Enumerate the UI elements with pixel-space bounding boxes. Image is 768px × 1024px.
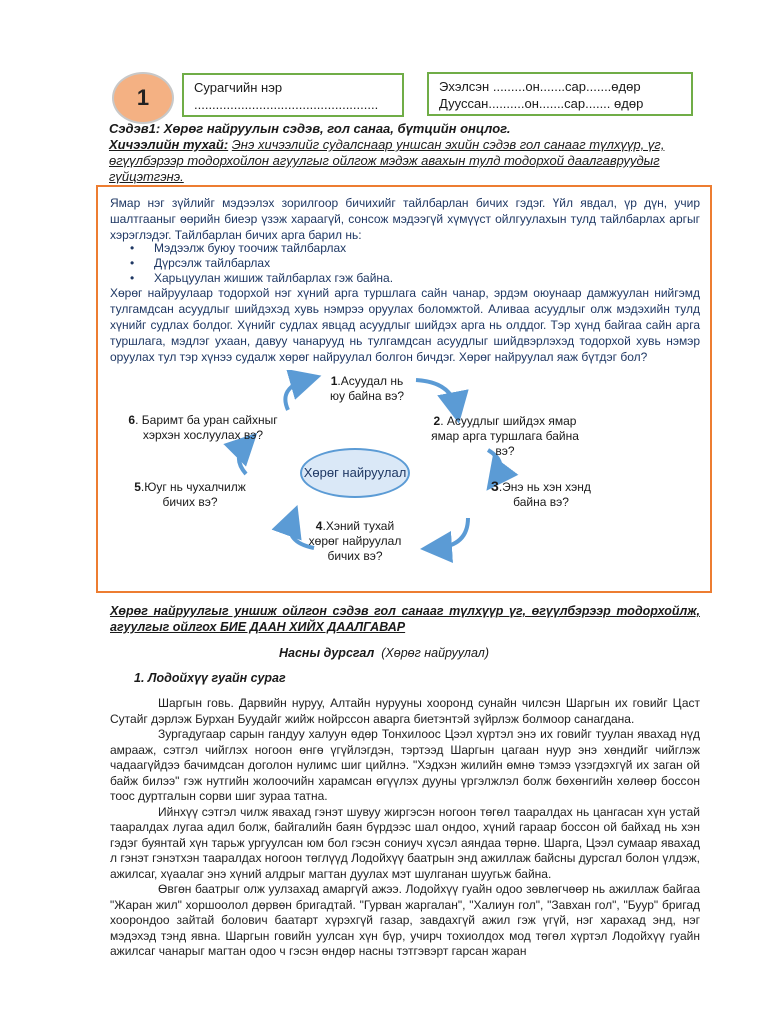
story-paragraph: Ийнхүү сэтгэл чилж явахад гэнэт шувуу жиргэсэн ногоон төгөл тааралдах нь цангасан хүн устай тааралдах лугаа адил болж, байгалийн баян бүрдээс шал ондоо, хүний гараар боссон ой байхад нь хэн гэдэг буянтай хүн тарьж ургуулсан юм бол гэсэн сониуч хүсэл аяндаа төрнө. Шарга, Цээл сумаар явахад л гэнэт гэнэтхэн тааралдах ногоон төглүүд Лодойхүү баатрын энд ажиллаж байсны дурсгал болон үлдэж, ажилсаг, хүаалаг энэ хүний алдрыг магтан дуулах мэт шулганан шуугьж байна.	[110, 804, 700, 881]
diagram-step-3: 3.Энэ нь хэн хэнд байна вэ?	[491, 478, 591, 509]
assignment-heading: Хөрөг найруулгыг уншиж ойлгон сэдэв гол санааг түлхүүр үг, өгүүлбэрээр тодорхойлж, агуулгыг ойлгох БИЕ ДААН ХИЙХ ДААЛГАВАР	[110, 604, 700, 634]
arrow-1-to-2	[416, 380, 456, 408]
start-date: Эхэлсэн .........он.......сар.......өдөр	[439, 79, 641, 94]
topic-heading: Сэдэв1: Хөрөг найруулын сэдэв, гол санаа, бүтцийн онцлог.	[109, 121, 511, 136]
student-name-box[interactable]	[182, 73, 404, 117]
story-paragraph: Зургадугаар сарын гандуу халуун өдөр Тонхилоос Цээл хүртэл энэ их говийг туулан явахад нүд амрааж, сэтгэл чийглэх ногоон өнгө үгүйлэгдэн, тэртээд Шаргын цагаан нуур энэ хөндийг чийглэж чадаагүйдээ бачимдсан доголон нулимс шиг цийлнэ. "Хэдхэн жилийн өмнө тэмээ үзэгдэхгүй их заган ой байж билээ" гэж нутгийн жолоочийн харамсан өгүүлэх дууны үргэлжлэл болж бөхөнгийн хөлөөр боссон тоос дуртгалын сорви шиг зураа татна.	[110, 727, 700, 803]
diagram-step-4: 4.Хэний тухай хөрөг найруулал бичих вэ?	[308, 519, 402, 563]
document-title: Насны дурсгал (Хөрөг найруулал)	[279, 646, 489, 660]
list-item: • Мэдээлж буюу тоочиж тайлбарлах	[130, 241, 347, 255]
explanation-paragraph: Хөрөг найруулаар тодорхой нэг хүний арга туршлага сайн чанар, эрдэм оюунаар дамжуулан нийгэмд тулгамдсан асуудлыг шийдэхэд хувь нэмрээ оруулах боломжтой. Аливаа асуудлыг олж мэдэхийн тулд хүнийг судлах болдог. Хүнийг судлах явцад асуудлыг шийдэх арга нь олддог. Тэр хүнд байгаа сайн арга туршлага, мэдлэг ухаан, давуу чанарууд нь тулгамдсан асуудлыг шийдвэрлэхэд тодорхой хувь нэмэр оруулах тул тэр хүнээ судалж хөрөг найруулал болгон бичдэг. Хөрөг найруулал яаж бүтдэг бол?	[110, 286, 700, 364]
story-paragraph: Өвгөн баатрыг олж уулзахад амаргүй ажээ. Лодойхүү гуайн одоо зөвлөгчөөр нь ажиллаж байгаа "Жаран жил" хоршоолол дөрвөн бригадтай. "Гурван жаргалан", "Халиун гол", "Завхан гол", "Буур" бригад хоорондоо зайтай болович баатарт хүрэхгүй газар, завдахгүй ажил гэж үгүй, нэг харахад энд, нэг мэдэхэд тэнд явна. Шаргын говийн уулсан хүн бүр, учирч тохиолдох мод төгөл хүртэл Лодойхүү гуайн ажилсаг чанарыг магтан одоо ч гэсэн өндөр насны тэтгэвэрт гарсан жаран	[110, 882, 700, 958]
lesson-number-badge: 1	[112, 72, 174, 124]
story-text	[110, 696, 700, 960]
diagram-step-6: 6. Баримт ба уран сайхныг хэрхэн хослуулах вэ?	[128, 413, 278, 442]
student-name-label: Сурагчийн нэр	[194, 80, 283, 95]
arrow-6-to-1	[285, 380, 306, 410]
end-date: Дууссан..........он.......сар....... өдөр	[439, 96, 644, 111]
list-item: • Харьцуулан жишиж тайлбарлах гэж байна.	[130, 271, 394, 285]
list-item: • Дүрсэлж тайлбарлах	[130, 256, 271, 270]
diagram-center: Хөрөг найруулал	[300, 448, 410, 498]
arrow-3-to-4	[436, 518, 468, 548]
diagram-step-5: 5.Юуг нь чухалчилж бичих вэ?	[134, 480, 246, 509]
arrow-5-to-6	[239, 444, 246, 474]
task-text: Энэ хичээлийг судалснаар уншсан эхийн сэдэв гол санааг түлхүүр, үг, өгүүлбэрээр тодорхойлон агуулгыг ойлгож мэдэж авахын тулд тодорхой даалгавруудыг гүйцэтгэнэ.	[109, 137, 665, 184]
diagram-step-1: 1.Асуудал нь юу байна вэ?	[329, 374, 405, 403]
intro-paragraph: Ямар нэг зүйлийг мэдээлэх зорилгоор бичихийг тайлбарлан бичих гэдэг. Үйл явдал, үр дүн, учир шалтгааныг өөрийн биеэр үзэж хараагүй, сонсож мэдээгүй хүмүүст ойлгуулахын тулд тайлбарлах аргыг хэрэглэдэг. Тайлбарлан бичих арга барил нь:	[110, 196, 700, 242]
task-description	[109, 137, 709, 185]
date-box[interactable]	[427, 72, 693, 116]
section-heading: 1. Лодойхүү гуайн сураг	[134, 671, 286, 685]
student-name-blank: ...................................................	[194, 97, 379, 112]
story-paragraph: Шаргын говь. Дарвийн нуруу, Алтайн нурууны хооронд сунайн чилсэн Шаргын их говийг Цаст Сутайг дэрлэж Бурхан Буудайг жийж нойрссон аварга биетэнтэй зүйрлэж болмоор санагдана.	[110, 696, 700, 726]
diagram-step-2: 2. Асуудлыг шийдэх ямар ямар арга туршлага байна вэ?	[431, 414, 579, 458]
task-label: Хичээлийн тухай:	[109, 137, 229, 152]
